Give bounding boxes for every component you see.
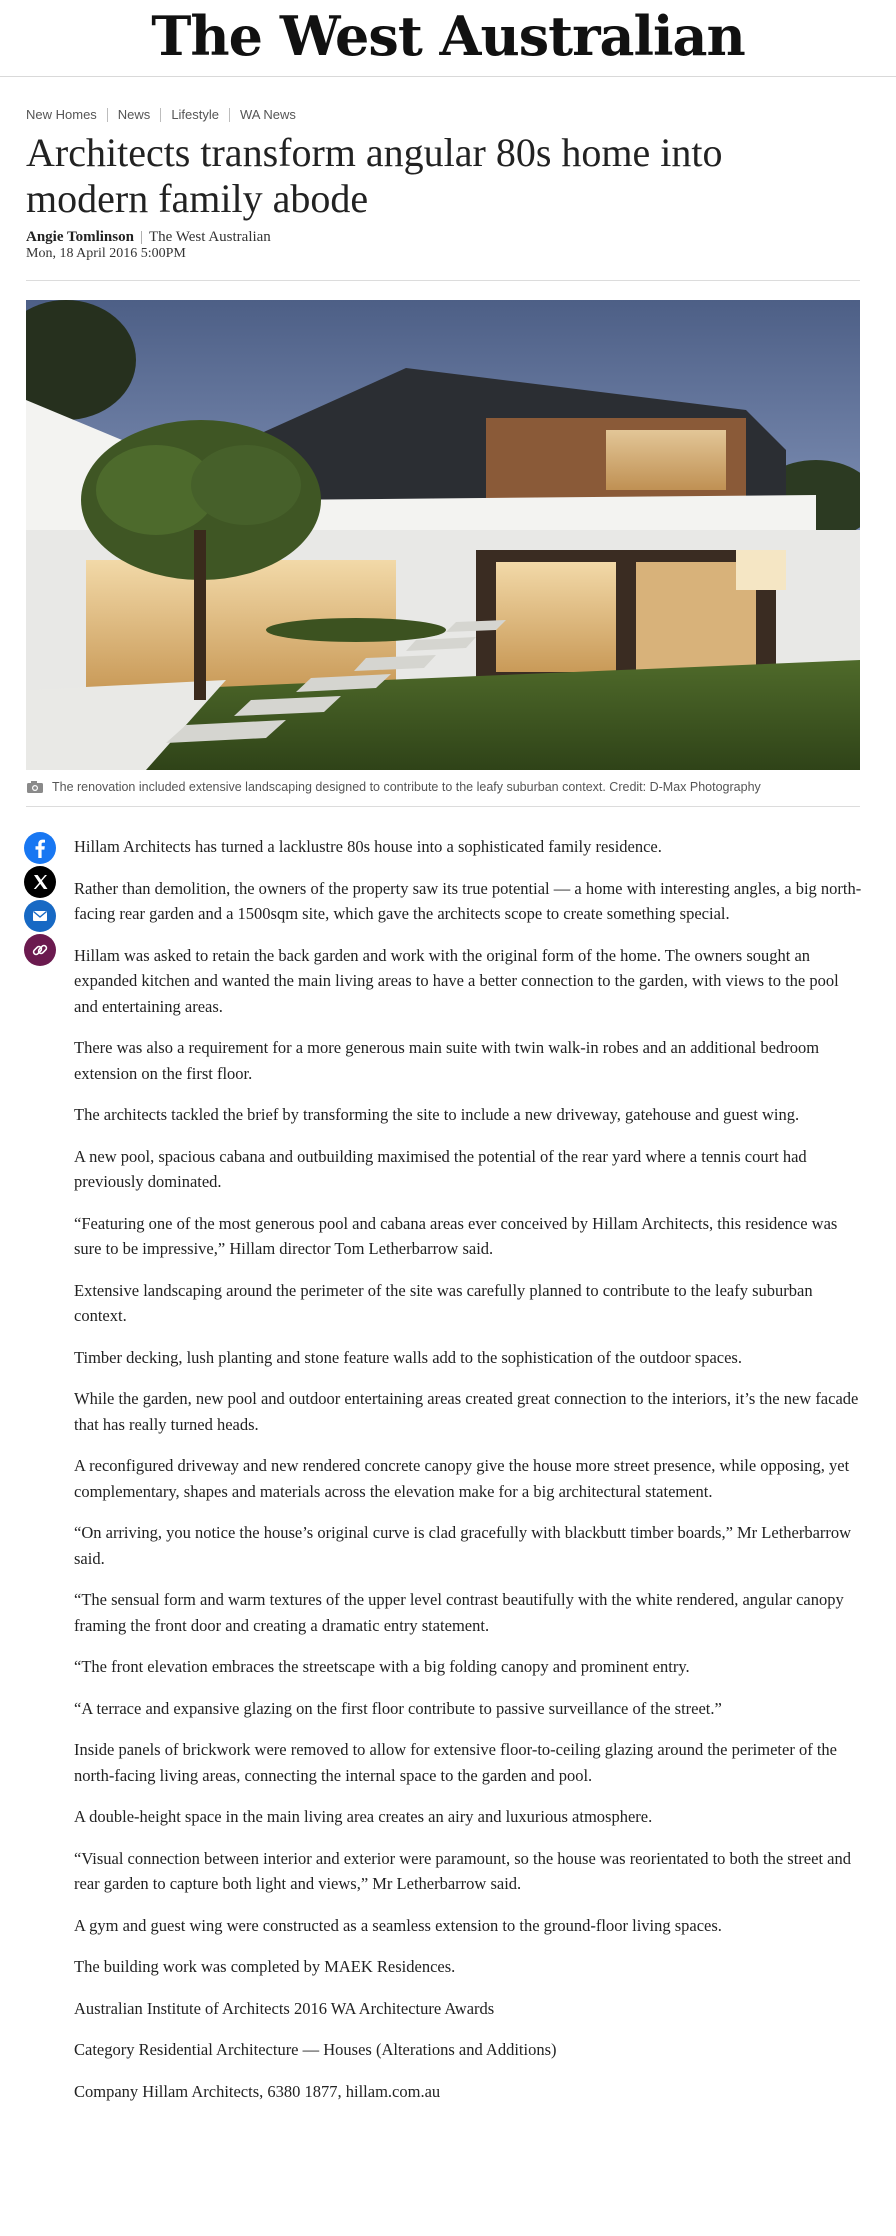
article-paragraph: Company Hillam Architects, 6380 1877, hillam.com.au bbox=[74, 2081, 441, 2101]
article-paragraph: “The sensual form and warm textures of the upper level contrast beautifully with the white rendered, angular canopy framing the front door and creating a dramatic entry statement. bbox=[74, 1590, 844, 1635]
article-paragraph: There was also a requirement for a more generous main suite with twin walk-in robes and an additional bedroom extension on the first floor. bbox=[74, 1038, 820, 1083]
share-bar bbox=[24, 832, 58, 968]
divider bbox=[26, 806, 860, 807]
hero-image[interactable] bbox=[26, 300, 860, 770]
article-paragraph: “A terrace and expansive glazing on the first floor contribute to passive surveillance of the street.” bbox=[74, 1698, 722, 1718]
article-paragraph: A new pool, spacious cabana and outbuilding maximised the potential of the rear yard where a tennis court had previously dominated. bbox=[74, 1146, 807, 1191]
share-x-button[interactable] bbox=[24, 866, 56, 898]
article-body bbox=[74, 834, 862, 2120]
article-paragraph: A reconfigured driveway and new rendered concrete canopy give the house more street presence, while opposing, yet complementary, shapes and materials across the elevation make for a big architectural statement. bbox=[74, 1456, 850, 1501]
publish-date: Mon, 18 April 2016 5:00PM bbox=[26, 246, 186, 261]
article-paragraph: Timber decking, lush planting and stone feature walls add to the sophistication of the outdoor spaces. bbox=[74, 1347, 742, 1367]
byline bbox=[26, 228, 271, 246]
author-name[interactable]: Angie Tomlinson bbox=[26, 229, 134, 245]
article-paragraph: Australian Institute of Architects 2016 WA Architecture Awards bbox=[74, 1998, 495, 2018]
share-facebook-button[interactable] bbox=[24, 832, 56, 864]
article-paragraph: Rather than demolition, the owners of the property saw its true potential — a home with interesting angles, a big north-facing rear garden and a 1500sqm site, which gave the architects scope to create something special. bbox=[74, 878, 862, 923]
x-icon bbox=[24, 866, 56, 898]
publication-name: The West Australian bbox=[148, 229, 271, 245]
link-icon bbox=[24, 934, 56, 966]
email-icon bbox=[24, 900, 56, 932]
photo-caption bbox=[26, 780, 860, 794]
article-paragraph: While the garden, new pool and outdoor entertaining areas created great connection to the interiors, it’s the new facade that has really turned heads. bbox=[74, 1389, 859, 1434]
article-paragraph: Hillam was asked to retain the back garden and work with the original form of the home. The owners sought an expanded kitchen and wanted the main living areas to have a better connection to the garden, with views to the pool and entertaining areas. bbox=[74, 945, 839, 1016]
caption-text: The renovation included extensive landscaping designed to contribute to the leafy suburban context. Credit: D-Max Photography bbox=[52, 780, 761, 794]
site-logo[interactable]: The West Australian bbox=[151, 4, 745, 68]
house-photo bbox=[26, 300, 860, 770]
article-paragraph: Category Residential Architecture — Houses (Alterations and Additions) bbox=[74, 2040, 557, 2059]
article-paragraph: “The front elevation embraces the streetscape with a big folding canopy and prominent entry. bbox=[74, 1657, 690, 1676]
copy-link-button[interactable] bbox=[24, 934, 56, 966]
article-paragraph: “On arriving, you notice the house’s original curve is clad gracefully with blackbutt timber boards,” Mr Letherbarrow said. bbox=[74, 1523, 852, 1568]
breadcrumb-news[interactable]: News bbox=[107, 108, 161, 122]
article-paragraph: A double-height space in the main living area creates an airy and luxurious atmosphere. bbox=[74, 1807, 653, 1826]
article-paragraph: A gym and guest wing were constructed as a seamless extension to the ground-floor living spaces. bbox=[74, 1915, 722, 1935]
article-paragraph: The architects tackled the brief by transforming the site to include a new driveway, gatehouse and guest wing. bbox=[74, 1105, 800, 1124]
article-paragraph: Extensive landscaping around the perimeter of the site was carefully planned to contribute to the leafy suburban context. bbox=[74, 1280, 813, 1325]
byline-separator: | bbox=[139, 229, 143, 245]
share-email-button[interactable] bbox=[24, 900, 56, 932]
article-headline: Architects transform angular 80s home into modern family abode bbox=[26, 130, 723, 221]
article-paragraph: Hillam Architects has turned a lacklustre 80s house into a sophisticated family residence. bbox=[74, 837, 662, 856]
article-paragraph: Inside panels of brickwork were removed to allow for extensive floor-to-ceiling glazing around the perimeter of the north-facing living areas, connecting the internal space to the garden and pool. bbox=[74, 1740, 837, 1785]
breadcrumb-wa-news[interactable]: WA News bbox=[229, 108, 306, 122]
camera-icon bbox=[26, 780, 44, 794]
masthead bbox=[0, 0, 896, 77]
divider bbox=[26, 280, 860, 281]
article-paragraph: “Featuring one of the most generous pool and cabana areas ever conceived by Hillam Architects, this residence was sure to be impressive,” Hillam director Tom Letherbarrow said. bbox=[74, 1213, 838, 1258]
facebook-icon bbox=[24, 832, 56, 864]
breadcrumb-lifestyle[interactable]: Lifestyle bbox=[160, 108, 229, 122]
article-paragraph: “Visual connection between interior and exterior were paramount, so the house was reorientated to both the street and rear garden to capture both light and views,” Mr Letherbarrow said. bbox=[74, 1848, 851, 1893]
breadcrumb bbox=[26, 106, 306, 124]
article-paragraph: The building work was completed by MAEK Residences. bbox=[74, 1957, 456, 1976]
breadcrumb-new-homes[interactable]: New Homes bbox=[26, 107, 97, 122]
